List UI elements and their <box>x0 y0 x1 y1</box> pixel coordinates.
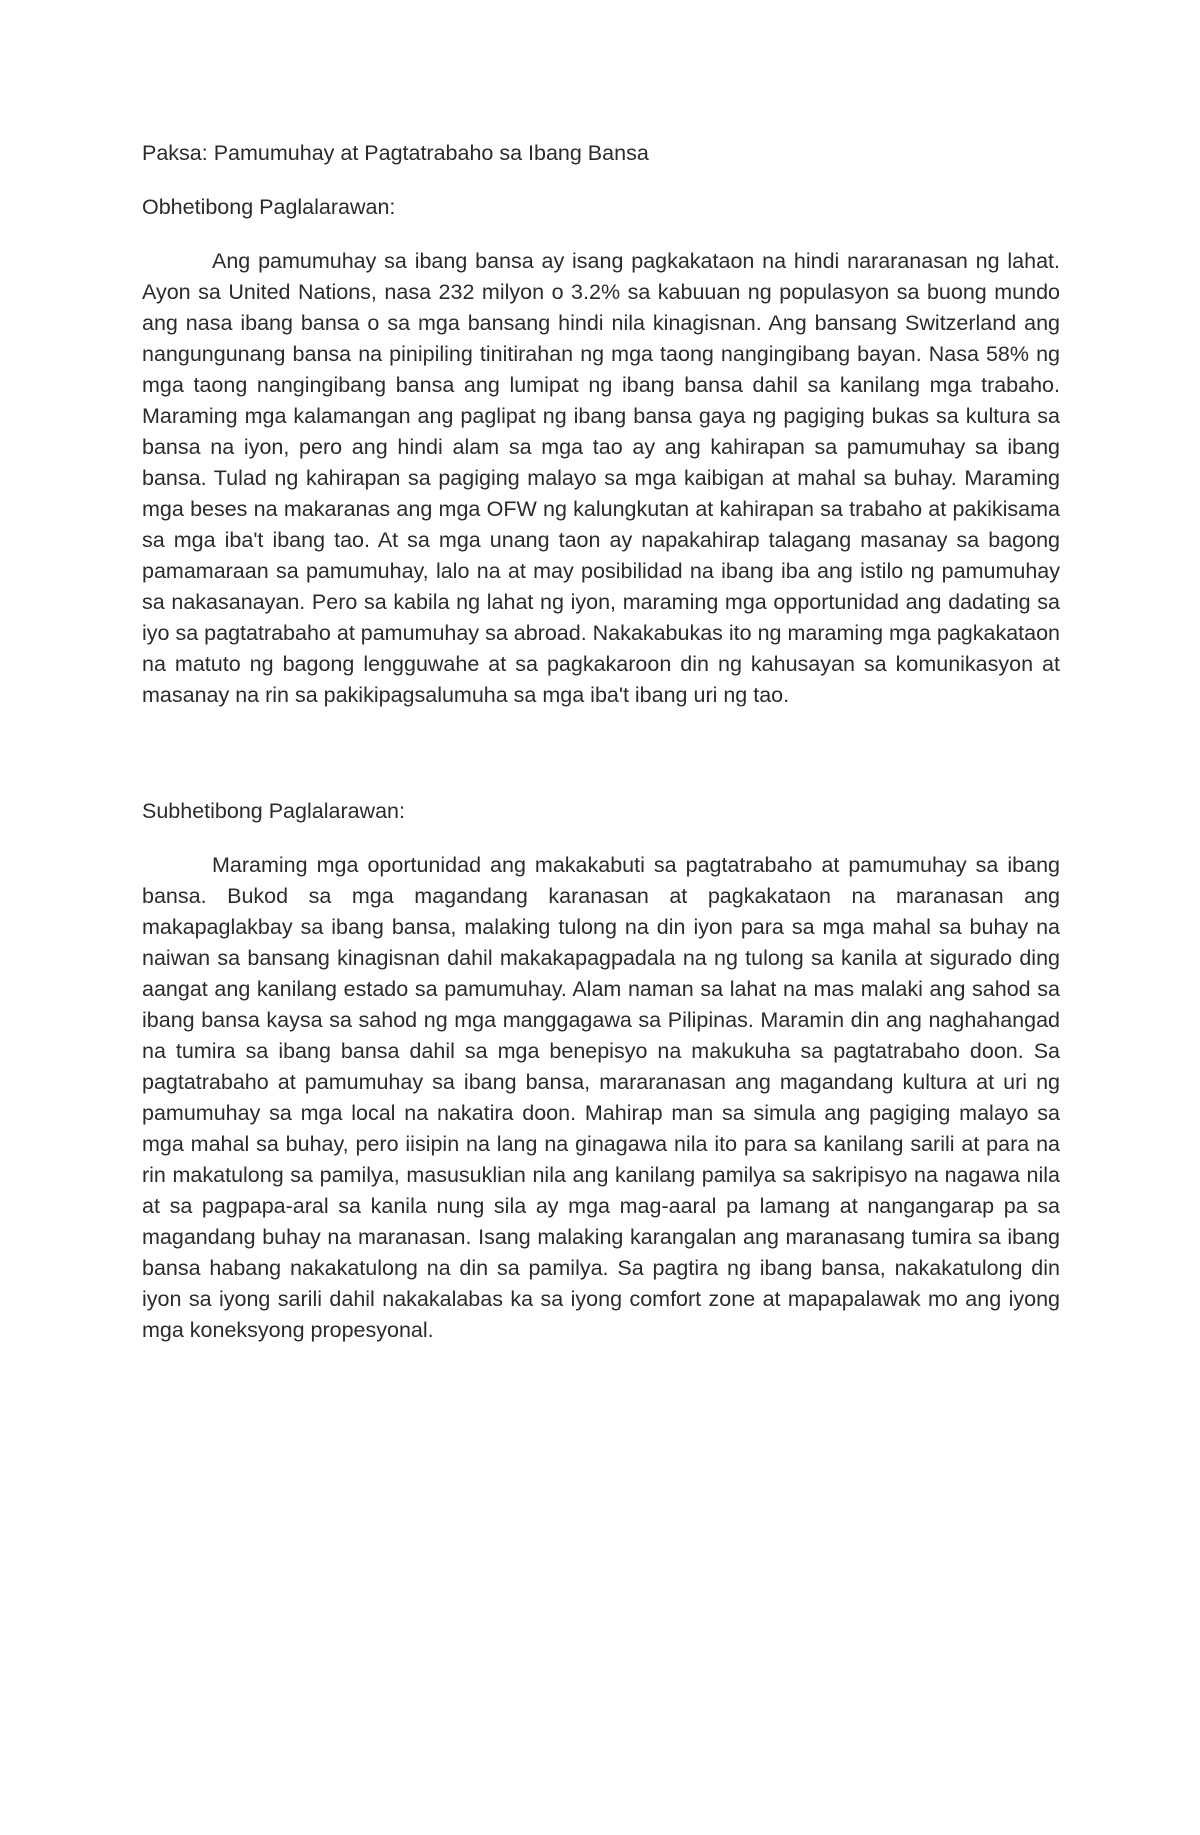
section-subjective <box>142 796 1060 1346</box>
document-topic: Paksa: Pamumuhay at Pagtatrabaho sa Ibang Bansa <box>142 141 649 165</box>
section-body-objective: Ang pamumuhay sa ibang bansa ay isang pagkakataon na hindi nararanasan ng lahat. Ayon sa United Nations, nasa 232 milyon o 3.2% sa kabuuan ng populasyon sa buong mundo ang nasa ibang bansa o sa mga bansang hindi nila kinagisnan. Ang bansang Switzerland ang nangungunang bansa na pinipiling tinitirahan ng mga taong nangingibang bayan. Nasa 58% ng mga taong nangingibang bansa ang lumipat ng ibang bansa dahil sa kanilang mga trabaho. Maraming mga kalamangan ang paglipat ng ibang bansa gaya ng pagiging bukas sa kultura sa bansa na iyon, pero ang hindi alam sa mga tao ay ang kahirapan sa pamumuhay sa ibang bansa. Tulad ng kahirapan sa pagiging malayo sa mga kaibigan at mahal sa buhay. Maraming mga beses na makaranas ang mga OFW ng kalungkutan at kahirapan sa trabaho at pakikisama sa mga iba't ibang tao. At sa mga unang taon ay napakahirap talagang masanay sa bagong pamamaraan sa pamumuhay, lalo na at may posibilidad na ibang iba ang istilo ng pamumuhay sa nakasanayan. Pero sa kabila ng lahat ng iyon, maraming mga opportunidad ang dadating sa iyo sa pagtatrabaho at pamumuhay sa abroad. Nakakabukas ito ng maraming mga pagkakataon na matuto ng bagong lengguwahe at sa pagkakaroon din ng kahusayan sa komunikasyon at masanay na rin sa pakikipagsalumuha sa mga iba't ibang uri ng tao. <box>142 249 1060 707</box>
section-objective <box>142 192 1060 711</box>
section-gap <box>142 711 1060 796</box>
document-content <box>142 138 1060 1346</box>
section-heading-objective: Obhetibong Paglalarawan: <box>142 195 396 219</box>
section-body-subjective: Maraming mga oportunidad ang makakabuti sa pagtatrabaho at pamumuhay sa ibang bansa. Bukod sa mga magandang karanasan at pagkakataon na maranasan ang makapaglakbay sa ibang bansa, malaking tulong na din iyon para sa mga mahal sa buhay na naiwan sa bansang kinagisnan dahil makakapagpadala na ng tulong sa kanila at sigurado ding aangat ang kanilang estado sa pamumuhay. Alam naman sa lahat na mas malaki ang sahod sa ibang bansa kaysa sa sahod ng mga manggagawa sa Pilipinas. Maramin din ang naghahangad na tumira sa ibang bansa dahil sa mga benepisyo na makukuha sa pagtatrabaho doon. Sa pagtatrabaho at pamumuhay sa ibang bansa, mararanasan ang magandang kultura at uri ng pamumuhay sa mga local na nakatira doon. Mahirap man sa simula ang pagiging malayo sa mga mahal sa buhay, pero iisipin na lang na ginagawa nila ito para sa kanilang sarili at para na rin makatulong sa pamilya, masusuklian nila ang kanilang pamilya sa sakripisyo na nagawa nila at sa pagpapa-aral sa kanila nung sila ay mga mag-aaral pa lamang at nangangarap pa sa magandang buhay na maranasan. Isang malaking karangalan ang maranasang tumira sa ibang bansa habang nakakatulong na din sa pamilya. Sa pagtira ng ibang bansa, nakakatulong din iyon sa iyong sarili dahil nakakalabas ka sa iyong comfort zone at mapapalawak mo ang iyong mga koneksyong propesyonal. <box>142 853 1060 1342</box>
section-heading-subjective: Subhetibong Paglalarawan: <box>142 799 405 823</box>
